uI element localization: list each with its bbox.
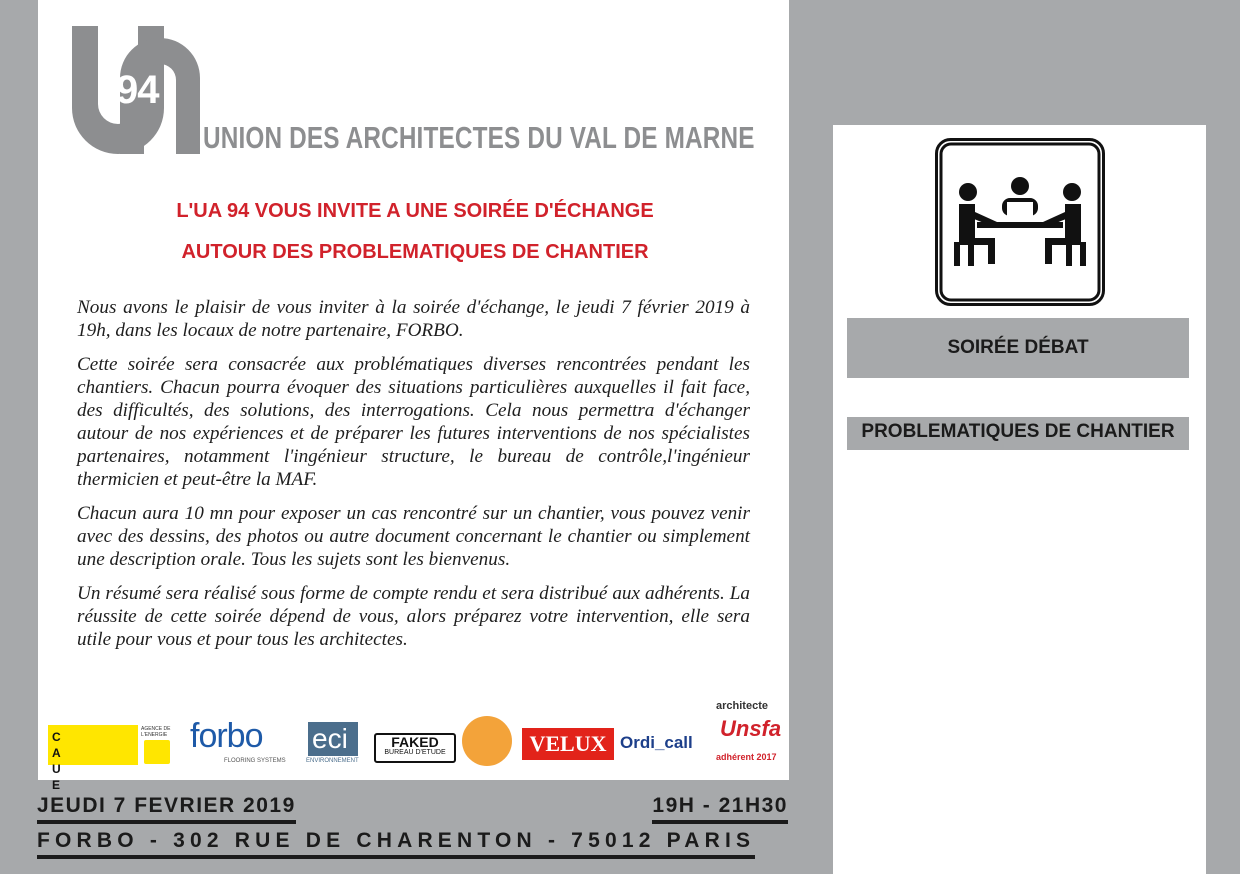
- event-time: 19H - 21H30: [652, 794, 788, 824]
- forbo-tagline: FLOORING SYSTEMS: [224, 758, 286, 764]
- band-problematiques: PROBLEMATIQUES DE CHANTIER: [847, 417, 1189, 450]
- velux-wordmark: VELUX: [529, 731, 607, 756]
- meeting-table-icon: [935, 138, 1105, 306]
- unsfa-wordmark: Unsfa: [720, 716, 782, 741]
- paragraph: Cette soirée sera consacrée aux problématiques diverses rencontrées pendant les chantiers. Chacun pourra évoquer des situations particulières auxquelles il fait face, des difficultés, des solutions, des interrogations. Cela nous permettra d'échanger autour de nos expériences et de préparer les futures interventions de nos spécialistes partenaires, notamment l'ingénieur structure, le bureau de contrôle,l'ingénieur thermicien et peut-être la MAF.: [77, 354, 750, 490]
- event-date: JEUDI 7 FEVRIER 2019: [37, 794, 296, 824]
- invitation-title-line2: AUTOUR DES PROBLEMATIQUES DE CHANTIER: [181, 241, 649, 263]
- faked-wordmark: FAKED: [391, 734, 439, 750]
- logo-number: 94: [116, 68, 159, 112]
- invitation-body: [77, 296, 750, 662]
- invitation-title-line1: L'UA 94 VOUS INVITE A UNE SOIRÉE D'ÉCHANGE: [176, 200, 654, 222]
- organization-name: UNION DES ARCHITECTES DU VAL DE MARNE: [203, 120, 755, 155]
- velux-logo: [522, 728, 614, 760]
- orange-circle-logo: [462, 716, 512, 766]
- faked-logo: [374, 733, 456, 763]
- faked-tagline: BUREAU D'ETUDE: [384, 749, 446, 756]
- caue-logo: [48, 725, 138, 792]
- ordicall-logo: [620, 730, 704, 756]
- caue-label: C A U E: [52, 730, 67, 792]
- unsfa-bottom-label: adhérent 2017: [716, 752, 777, 762]
- eci-logo: [306, 722, 362, 768]
- unsfa-top-label: architecte: [716, 700, 768, 712]
- forbo-logo: [190, 718, 300, 770]
- agence-label: AGENCE DE L'ENERGIE: [141, 726, 171, 738]
- forbo-wordmark: forbo: [190, 717, 263, 755]
- unsfa-logo: [714, 700, 784, 772]
- agence-energie-logo: [141, 726, 181, 766]
- ordicall-wordmark: Ordi_call: [620, 733, 693, 752]
- eci-tagline: ENVIRONNEMENT: [306, 758, 359, 764]
- paragraph: Chacun aura 10 mn pour exposer un cas rencontré sur un chantier, vous pouvez venir avec des dessins, des photos ou autre document concernant le chantier ou simplement une description orale. Tous les sujets sont les bienvenus.: [77, 503, 750, 570]
- paragraph: Un résumé sera réalisé sous forme de compte rendu et sera distribué aux adhérents. La réussite de cette soirée dépend de vous, alors préparez votre intervention, elle sera utile pour vous et pour tous les architectes.: [77, 583, 750, 650]
- band-soiree-debat: SOIRÉE DÉBAT: [847, 318, 1189, 378]
- paragraph: Nous avons le plaisir de vous inviter à la soirée d'échange, le jeudi 7 février 2019 à 19h, dans les locaux de notre partenaire, FORBO.: [77, 297, 750, 341]
- sponsor-logos: [44, 700, 789, 792]
- event-address: FORBO - 302 RUE DE CHARENTON - 75012 PARIS: [37, 829, 755, 859]
- eci-wordmark: eci: [312, 723, 348, 754]
